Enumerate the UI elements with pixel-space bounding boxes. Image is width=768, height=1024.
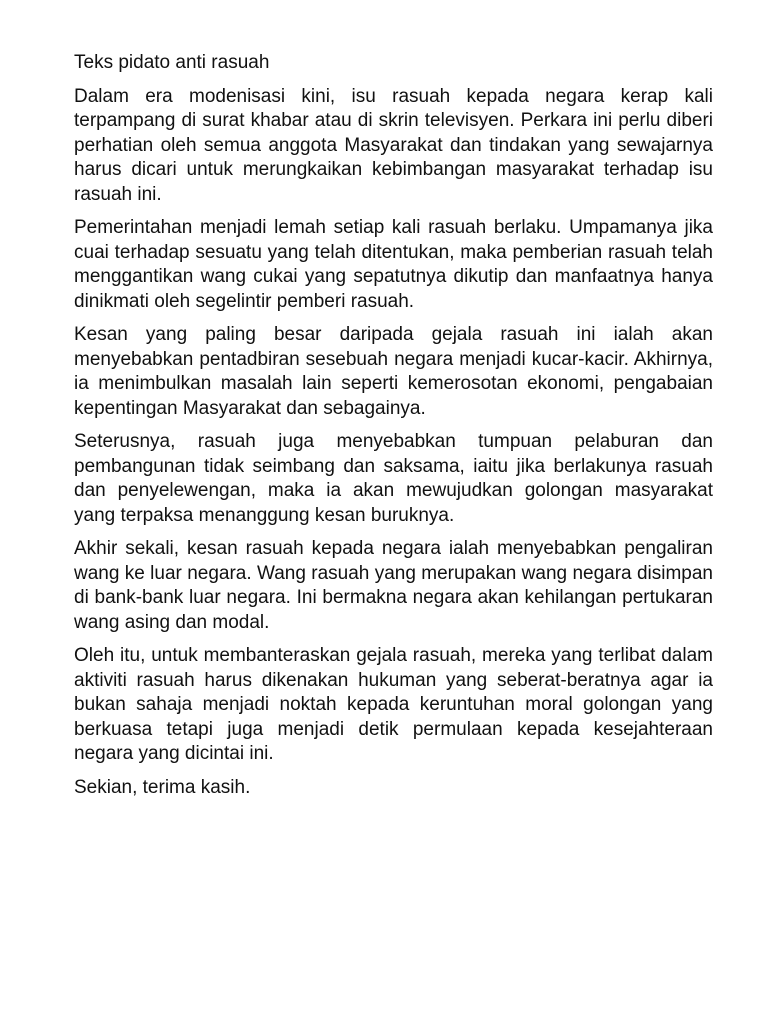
closing-line: Sekian, terima kasih. bbox=[74, 776, 251, 798]
paragraph-2: Pemerintahan menjadi lemah setiap kali rasuah berlaku. Umpamanya jika cuai terhadap sesuatu yang telah ditentukan, maka pemberian rasuah telah menggantikan wang cukai yang sepatutnya dikutip dan manfaatnya hanya dinikmati oleh segelintir pemberi rasuah. bbox=[74, 217, 713, 312]
paragraph-6: Oleh itu, untuk membanteraskan gejala rasuah, mereka yang terlibat dalam aktiviti rasuah harus dikenakan hukuman yang seberat-beratnya agar ia bukan sahaja menjadi noktah kepada keruntuhan moral golongan yang berkuasa tetapi juga menjadi detik permulaan kepada kesejahteraan negara yang dicintai ini. bbox=[74, 645, 713, 764]
document-page bbox=[74, 51, 713, 800]
document-title: Teks pidato anti rasuah bbox=[74, 52, 270, 73]
paragraph-3: Kesan yang paling besar daripada gejala rasuah ini ialah akan menyebabkan pentadbiran sesebuah negara menjadi kucar-kacir. Akhirnya, ia menimbulkan masalah lain seperti kemerosotan ekonomi, pengabaian kepentingan Masyarakat dan sebagainya. bbox=[74, 324, 713, 419]
paragraph-4: Seterusnya, rasuah juga menyebabkan tumpuan pelaburan dan pembangunan tidak seimbang dan saksama, iaitu jika berlakunya rasuah dan penyelewengan, maka ia akan mewujudkan golongan masyarakat yang terpaksa menanggung kesan buruknya. bbox=[74, 431, 713, 526]
paragraph-1: Dalam era modenisasi kini, isu rasuah kepada negara kerap kali terpampang di surat khabar atau di skrin televisyen. Perkara ini perlu diberi perhatian oleh semua anggota Masyarakat dan tindakan yang sewajarnya harus dicari untuk merungkaikan kebimbangan masyarakat terhadap isu rasuah ini. bbox=[74, 85, 713, 205]
paragraph-5: Akhir sekali, kesan rasuah kepada negara ialah menyebabkan pengaliran wang ke luar negara. Wang rasuah yang merupakan wang negara disimpan di bank-bank luar negara. Ini bermakna negara akan kehilangan pertukaran wang asing dan modal. bbox=[74, 538, 713, 633]
